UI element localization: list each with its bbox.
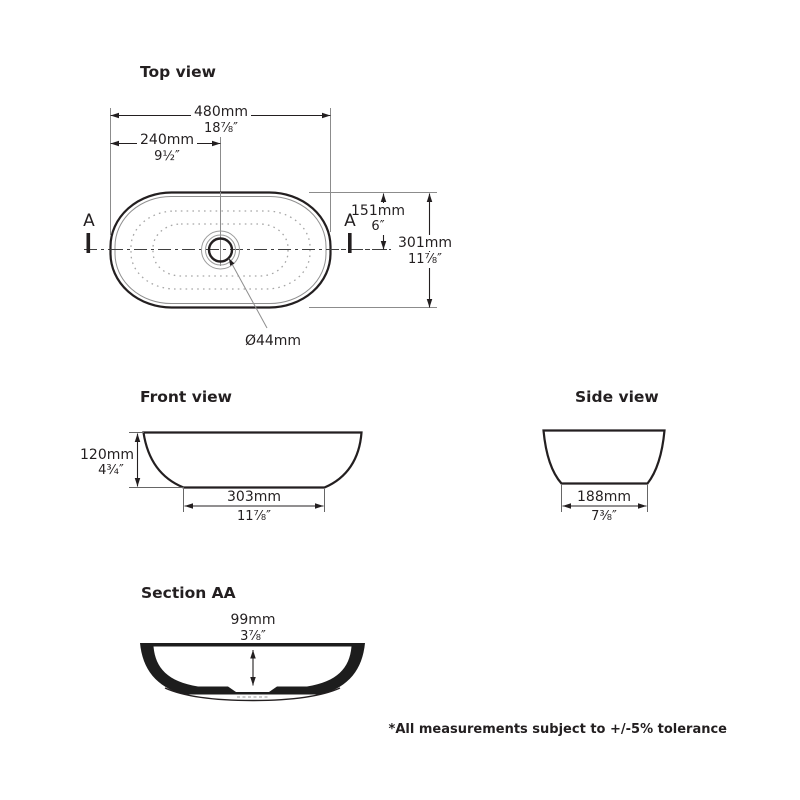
section-aa-title: Section AA — [141, 584, 236, 602]
section-bar-right — [348, 233, 352, 253]
section-aa-drawing — [140, 643, 365, 701]
top-view-title: Top view — [140, 63, 216, 81]
dim-240in-label: 9½″ — [154, 149, 180, 164]
dim-99mm-label: 99mm — [230, 612, 276, 628]
dim-303mm-label: 303mm — [227, 489, 281, 505]
section-marker-a-left: A — [83, 211, 95, 231]
dim-120in-label: 4¾″ — [98, 463, 124, 478]
dim-120mm-label: 120mm — [80, 447, 134, 463]
dim-301in-label: 11⅞″ — [405, 252, 445, 268]
dim-480in-label: 18⅞″ — [204, 121, 238, 136]
dim-99in-label: 3⅞″ — [240, 629, 266, 644]
side-outline — [544, 431, 665, 484]
section-bar-left — [87, 233, 91, 253]
dim-drain-label: Ø44mm — [244, 333, 302, 349]
section-marker-a-right: A — [344, 211, 356, 231]
dim-151in-label: 6″ — [368, 219, 387, 235]
side-view-title: Side view — [575, 388, 659, 406]
dim-480mm-label: 480mm — [191, 104, 251, 120]
dim-188mm-label: 188mm — [577, 489, 631, 505]
dim-188in-label: 7⅜″ — [591, 509, 617, 524]
tolerance-footnote: *All measurements subject to +/-5% tolerance — [388, 722, 727, 737]
dim-240mm-label: 240mm — [137, 132, 197, 148]
dim-301mm-label: 301mm — [395, 235, 455, 251]
section-drain-recess — [228, 687, 277, 693]
dim-151mm-label: 151mm — [348, 203, 408, 219]
front-view-title: Front view — [140, 388, 232, 406]
front-outline — [144, 433, 362, 488]
dim-303in-label: 11⅞″ — [237, 509, 271, 524]
